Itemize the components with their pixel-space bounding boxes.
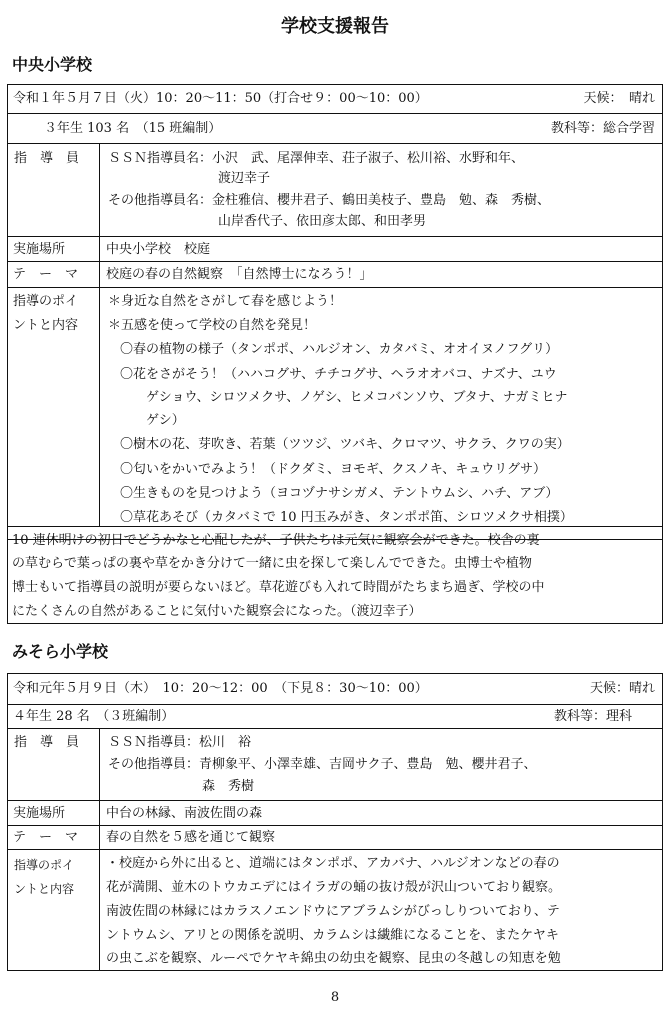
school1-point: 〇生きものを見つけよう（ヨコヅナサシガメ、テントウムシ、ハチ、アブ） xyxy=(120,486,559,501)
divider xyxy=(7,728,663,729)
school2-theme: 春の自然を５感を通じて観察 xyxy=(106,830,276,845)
school1-weather: 天候： 晴れ xyxy=(583,91,655,106)
school2-point: の虫こぶを観察、ルーペでケヤキ綿虫の幼虫を観察、昆虫の冬越しの知恵を勉 xyxy=(106,951,561,966)
school1-point: 〇春の植物の様子（タンポポ、ハルジオン、カタバミ、オオイヌノフグリ） xyxy=(120,342,559,357)
page-number: 8 xyxy=(330,990,340,1005)
school2-instructor-label: 指 導 員 xyxy=(14,735,80,750)
school1-instructor-label: 指 導 員 xyxy=(14,151,80,166)
divider xyxy=(7,526,663,527)
school2-place-label: 実施場所 xyxy=(13,806,66,821)
table-left xyxy=(7,526,8,623)
divider xyxy=(7,825,663,826)
school1-heading: 中央小学校 xyxy=(12,55,93,74)
school2-ssn-line1: ＳＳＮ指導員：松川 裕 xyxy=(108,735,252,750)
school1-point: ＊身近な自然をさがして春を感じよう！ xyxy=(108,294,343,309)
school2-other-line1: その他指導員：青柳象平、小澤幸雄、吉岡サク子、豊島 勉、櫻井君子、 xyxy=(108,757,537,772)
school1-report-line: 10 連休明けの初日でどうかなと心配したが、子供たちは元気に観察会ができた。校舎の裏 xyxy=(12,533,540,548)
school2-theme-label: テ ー マ xyxy=(13,830,79,845)
school1-points-label: ントと内容 xyxy=(13,318,79,333)
divider xyxy=(7,113,663,114)
divider xyxy=(7,800,663,801)
school1-point: ＊五感を使って学校の自然を発見！ xyxy=(108,318,317,333)
table-right xyxy=(662,526,663,623)
school2-heading: みそら小学校 xyxy=(12,642,109,661)
school2-points-label: 指導のポイ xyxy=(14,858,75,872)
school2-grade: ４年生 28 名 （３班編制） xyxy=(13,709,175,724)
school1-theme: 校庭の春の自然観察 「自然博士になろう！」 xyxy=(106,267,373,282)
school1-point: ゲショウ、シロツメクサ、ノゲシ、ヒメコバンソウ、ブタナ、ナガミヒナ xyxy=(146,390,568,405)
school1-date: 令和１年５月７日（火）10：20～11：50（打合せ９：00～10：00） xyxy=(13,91,428,106)
school1-place-label: 実施場所 xyxy=(13,242,66,257)
divider xyxy=(7,849,663,850)
school1-other-line2: 山岸香代子、依田彦太郎、和田孝男 xyxy=(218,214,427,229)
school1-place: 中央小学校 校庭 xyxy=(106,242,211,257)
school2-weather: 天候：晴れ xyxy=(589,681,655,696)
divider xyxy=(7,236,663,237)
column-divider xyxy=(99,728,100,971)
school2-point: 花が満開、並木のトウカエデにはイラガの蛹の抜け殻が沢山ついており観察。 xyxy=(106,880,562,895)
divider xyxy=(7,704,663,705)
school2-place: 中台の林縁、南波佐間の森 xyxy=(106,806,263,821)
school1-point: 〇樹木の花、芽吹き、若葉（ツツジ、ツバキ、クロマツ、サクラ、クワの実） xyxy=(120,437,570,452)
divider xyxy=(7,261,663,262)
school2-other-line2: 森 秀樹 xyxy=(202,779,255,794)
school2-point: 南波佐間の林縁にはカラスノエンドウにアブラムシがびっしりついており、テ xyxy=(106,904,560,919)
divider xyxy=(7,143,663,144)
school2-date: 令和元年５月９日（木） 10：20～12：00 （下見８：30～10：00） xyxy=(13,681,428,696)
table-bottom xyxy=(7,623,663,624)
school1-ssn-line2: 渡辺幸子 xyxy=(218,171,271,186)
school1-point: 〇匂いをかいでみよう！（ドクダミ、ヨモギ、クスノキ、キュウリグサ） xyxy=(120,462,547,477)
divider xyxy=(7,287,663,288)
school1-subject: 教科等：総合学習 xyxy=(550,121,655,136)
school1-point: 〇花をさがそう！（ハハコグサ、チチコグサ、ヘラオオバコ、ナズナ、ユウ xyxy=(120,367,557,382)
school2-point: ・校庭から外に出ると、道端にはタンポポ、アカバナ、ハルジオンなどの春の xyxy=(106,856,560,871)
page-title: 学校支援報告 xyxy=(281,16,389,37)
school1-report-line: にたくさんの自然があることに気付いた観察会になった。（渡辺幸子） xyxy=(12,604,422,619)
school1-theme-label: テ ー マ xyxy=(13,267,79,282)
school1-ssn-line1: ＳＳＮ指導員名：小沢 武、尾澤伸幸、荘子淑子、松川裕、水野和年、 xyxy=(108,151,525,166)
school1-report-line: 博士もいて指導員の説明が要らないほど。草花遊びも入れて時間がたちまち過ぎ、学校の中 xyxy=(12,580,545,595)
column-divider xyxy=(99,143,100,526)
school1-points-label: 指導のポイ xyxy=(13,294,79,309)
school1-report-line: の草むらで葉っぱの裏や草をかき分けて一緒に虫を探して楽しんでできた。虫博士や植物 xyxy=(12,556,532,571)
school1-point: 〇草花あそび（カタバミで 10 円玉みがき、タンポポ笛、シロツメクサ相撲） xyxy=(120,510,573,525)
school2-points-label: ントと内容 xyxy=(14,882,75,896)
school1-grade: ３年生 103 名 （15 班編制） xyxy=(44,121,222,136)
school1-point: ゲシ） xyxy=(146,413,185,428)
school2-point: ントウムシ、アリとの関係を説明、カラムシは繊維になることを、またケヤキ xyxy=(106,928,559,943)
school2-subject: 教科等：理科 xyxy=(553,709,632,724)
school1-other-line1: その他指導員名：金柱雅信、櫻井君子、鶴田美枝子、豊島 勉、森 秀樹、 xyxy=(108,193,551,208)
